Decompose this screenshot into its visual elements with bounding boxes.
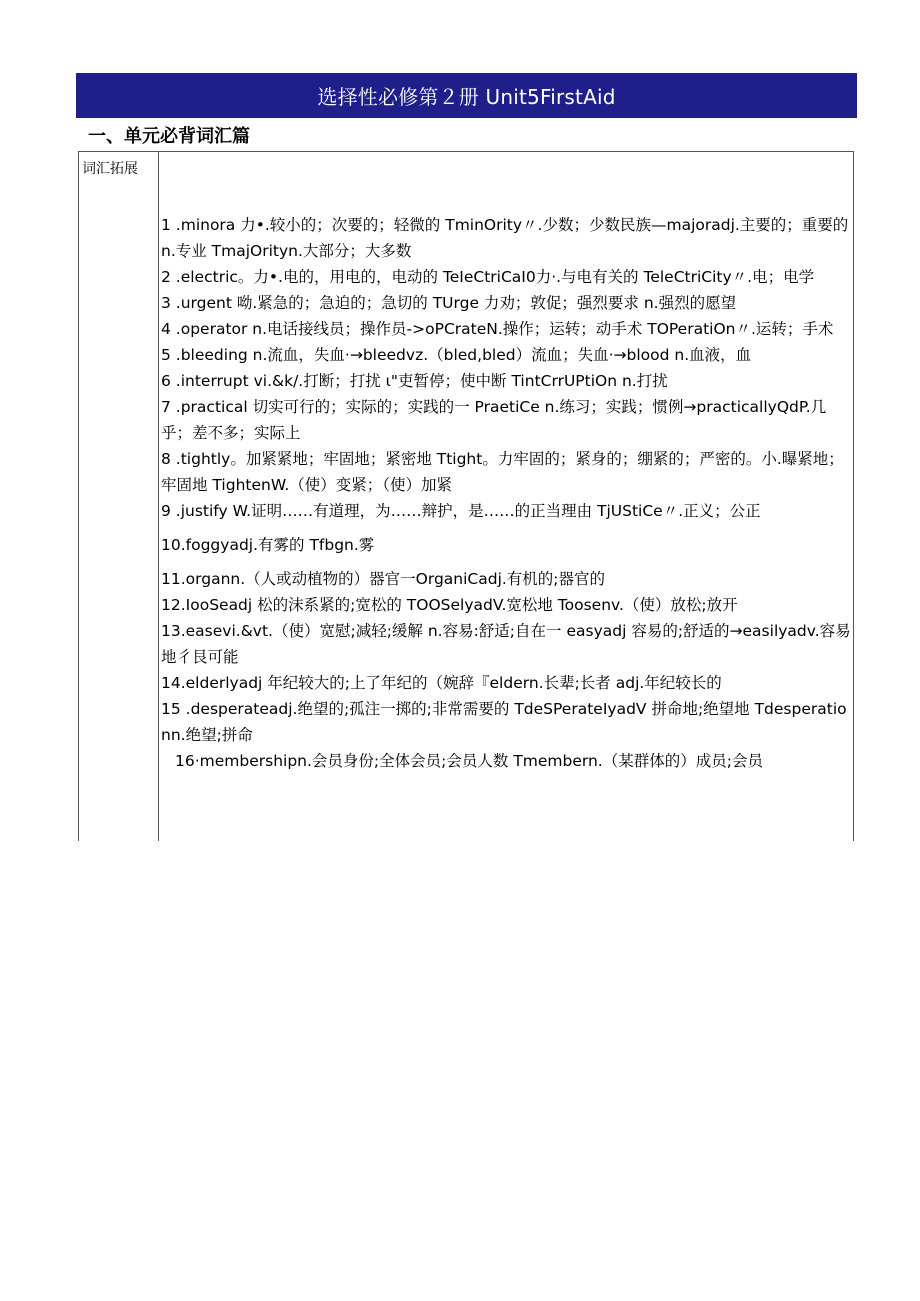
vocab-entry-2: 2 .electric。力•.电的，用电的，电动的 TeIeCtriCaI0力·.与电有关的 TeleCtriCity〃.电；电学 — [161, 268, 815, 286]
vocab-entry-13: 13.easevi.&vt.（使）宽慰;减轻;缓解 n.容易:舒适;自在一 easyadj 容易的;舒适的→easilyadv.容易地彳艮可能 — [161, 622, 851, 666]
vocab-entry-12: 12.IooSeadj 松的沫系紧的;宽松的 TOOSelyadV.宽松地 Toosenv.（使）放松;放开 — [161, 596, 738, 614]
vocab-entry-1: 1 .minora 力•.较小的；次要的；轻微的 TminOrity〃.少数；少数民族—majoradj.主要的；重要的 n.专业 TmajOrityn.大部分；大多数 — [161, 216, 849, 260]
vocab-entry-8: 8 .tightly。加紧紧地；牢固地；紧密地 Ttight。力牢固的；紧身的；绷紧的；严密的。小.曝紧地；牢固地 TightenW.（使）变紧；（使）加紧 — [161, 450, 844, 494]
vocab-entry-15: 15 .desperateadj.绝望的;孤注一掷的;非常需要的 TdeSPerateIyadV 拼命地;绝望地 Tdesperationn.绝望;拼命 — [161, 700, 847, 744]
document-title-bar — [76, 73, 857, 118]
vocab-entry-3: 3 .urgent 呦.紧急的；急迫的；急切的 TUrge 力劝；敦促；强烈要求 n.强烈的愿望 — [161, 294, 737, 312]
vocab-entry-16: 16·membershipn.会员身份;全体会员;会员人数 Tmembern.（某群体的）成员;会员 — [175, 752, 763, 770]
vocab-entry-14: 14.elderlyadj 年纪较大的;上了年纪的（婉辞『eldern.长辈;长者 adj.年纪较长的 — [161, 674, 722, 692]
vocab-entry-9: 9 .justify W.证明……有道理，为……辩护，是……的正当理由 TjUStiCe〃.正义；公正 — [161, 502, 761, 520]
vocab-entry-11: 11.organn.（人或动植物的）器官一OrganiCadj.有机的;器官的 — [161, 570, 606, 588]
vocab-entry-5: 5 .bleeding n.流血，失血·→bleedvz.（bled,bled）流血；失血·→blood n.血液，血 — [161, 346, 752, 364]
document-title: 选择性必修第２册 Unit5FirstAid — [317, 85, 616, 109]
vocab-entry-4: 4 .operator n.电话接线员；操作员->oPCrateN.操作；运转；动手术 TOPeratiOn〃.运转；手术 — [161, 320, 834, 338]
section-heading: 一、单元必背词汇篇 — [88, 126, 250, 147]
vocab-entry-6: 6 .interrupt vi.&k/.打断；打扰 ι"吏暂停；使中断 TintCrrUPtiOn n.打扰 — [161, 372, 668, 390]
vocab-entry-7: 7 .practical 切实可行的；实际的；实践的一 PraetiCe n.练习；实践；惯例→practicallyQdP.几乎；差不多；实际上 — [161, 398, 827, 442]
table-label: 词汇拓展 — [82, 161, 138, 177]
vocabulary-table — [78, 151, 854, 841]
vocabulary-entries — [161, 212, 851, 774]
vocab-entry-10: 10.foggyadj.有雾的 Tfbgn.雾 — [161, 536, 375, 554]
table-label-cell — [79, 152, 159, 841]
